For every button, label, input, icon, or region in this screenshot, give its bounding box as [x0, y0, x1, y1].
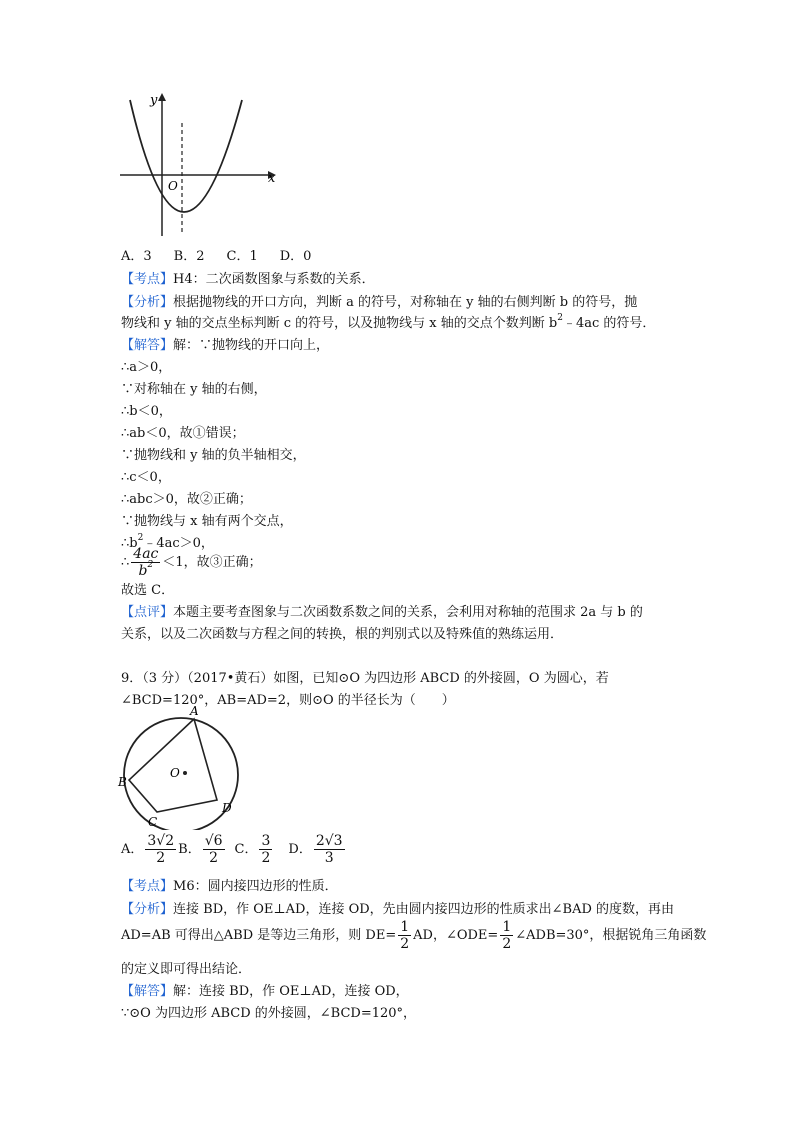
- q9-jieda-line2: ∵⊙O 为四边形 ABCD 的外接圆，∠BCD=120°，: [121, 1006, 417, 1021]
- q8-fenxi-line1: [121, 296, 637, 309]
- q9-kaodian: [121, 880, 338, 893]
- q8-choice-d: D．0: [279, 249, 312, 264]
- fenxi-tag: 【分析】: [121, 295, 174, 310]
- disc-text-b: ﹣4ac＞0，: [143, 536, 214, 551]
- q9-fenxi-line1: [121, 903, 674, 916]
- label-d: D: [222, 801, 232, 815]
- fenxi-sup: 2: [557, 313, 563, 323]
- q9-choices: [121, 834, 347, 865]
- q8-step: ∴abc＞0，故②正确；: [121, 492, 252, 507]
- label-a: A: [190, 704, 199, 718]
- q9-choice-a: A． $\frac{3√2}{2}$: [121, 833, 175, 866]
- q8-step: ∴a＞0，: [121, 360, 172, 375]
- q8-choice-c: C．1: [226, 249, 258, 264]
- q9-fenxi-line2: [121, 920, 706, 951]
- q9-jieda: [121, 985, 409, 998]
- dianping-text: 本题主要考查图象与二次函数系数之间的关系，会利用对称轴的范围求 2a 与 b 的: [173, 605, 643, 620]
- q8-step: ∴c＜0，: [121, 470, 171, 485]
- q9-stem-line2: ∠BCD=120°，AB=AD=2，则⊙O 的半径长为（ ）: [121, 693, 455, 708]
- fenxi-2c: ∠ADB=30°，根据锐角三角函数: [515, 928, 707, 943]
- fraction: [131, 547, 160, 578]
- q9-choice-d: D． $\frac{2√3}{3}$: [288, 833, 343, 866]
- q8-step: ∴b＜0，: [121, 404, 172, 419]
- kaodian-text: H4：二次函数图象与系数的关系．: [173, 272, 375, 287]
- fenxi-tag: 【分析】: [121, 902, 174, 917]
- q8-step: ∵抛物线和 y 轴的负半轴相交，: [121, 448, 306, 463]
- fraction-denominator: $b^2$: [138, 560, 154, 579]
- q9-fenxi-line3: 的定义即可得出结论．: [121, 962, 252, 977]
- center-point: [183, 771, 187, 775]
- jieda-text: 解：连接 BD，作 OE⊥AD，连接 OD，: [173, 984, 409, 999]
- q9-stem-line1: 9．（3 分）（2017•黄石）如图，已知⊙O 为四边形 ABCD 的外接圆，O 为圆心，若: [121, 671, 609, 686]
- chord-bd: [129, 780, 217, 800]
- fenxi-text: 连接 BD，作 OE⊥AD，连接 OD，先由圆内接四边形的性质求出∠BAD 的度数，再由: [173, 902, 675, 917]
- fenxi-text-2b: ﹣4ac 的符号．: [562, 316, 656, 331]
- disc-sup: 2: [137, 533, 144, 543]
- label-o: O: [170, 766, 180, 780]
- dianping-tag: 【点评】: [121, 605, 174, 620]
- q8-step: ∴ab＜0，故①错误；: [121, 426, 245, 441]
- label-c: C: [148, 815, 158, 829]
- q8-fraction-line: [121, 547, 262, 578]
- parabola-graph: [110, 88, 290, 248]
- frac-suffix: ＜1，故③正确；: [162, 555, 262, 570]
- circumcircle: [124, 718, 238, 830]
- y-axis-arrow: [158, 93, 166, 101]
- y-axis-label: y: [150, 93, 158, 108]
- q8-answer: 故选 C．: [121, 583, 175, 598]
- fraction-half-2: $\frac{1}{2}$: [502, 919, 512, 952]
- fenxi-text-2a: 物线和 y 轴的交点坐标判断 c 的符号，以及抛物线与 x 轴的交点个数判断 b: [121, 316, 558, 331]
- q9-choice-b: B． $\frac{√6}{2}$: [178, 833, 223, 866]
- q8-dianping-line1: [121, 606, 643, 619]
- disc-text-a: ∴b: [121, 536, 138, 551]
- q8-choice-a: A．3: [121, 249, 152, 264]
- q8-choice-b: B．2: [173, 249, 205, 264]
- q9-choice-c: C． $\frac{3}{2}$: [234, 833, 271, 866]
- label-b: B: [118, 775, 127, 789]
- origin-label: O: [168, 179, 178, 193]
- parabola-curve: [130, 100, 242, 212]
- jieda-tag: 【解答】: [121, 338, 174, 353]
- fenxi-text: 根据抛物线的开口方向，判断 a 的符号，对称轴在 y 轴的右侧判断 b 的符号，抛: [173, 295, 638, 310]
- kaodian-tag: 【考点】: [121, 272, 174, 287]
- q8-kaodian: [121, 273, 375, 286]
- circle-figure: [110, 700, 260, 830]
- fraction-half: $\frac{1}{2}$: [400, 919, 410, 952]
- fenxi-2b: AD，∠ODE=: [413, 928, 499, 943]
- fenxi-2a: AD=AB 可得出△ABD 是等边三角形，则 DE=: [121, 928, 397, 943]
- q8-choices: [121, 250, 311, 263]
- frac-prefix: ∴: [121, 555, 130, 570]
- kaodian-text: M6：圆内接四边形的性质．: [173, 879, 338, 894]
- jieda-text: 解：∵抛物线的开口向上，: [173, 338, 330, 353]
- fraction-numerator: 4ac: [133, 546, 159, 562]
- q8-jieda: [121, 339, 329, 352]
- q8-step: ∵对称轴在 y 轴的右侧，: [121, 382, 267, 397]
- q8-step: ∵抛物线与 x 轴有两个交点，: [121, 514, 293, 529]
- kaodian-tag: 【考点】: [121, 879, 174, 894]
- q8-dianping-line2: 关系，以及二次函数与方程之间的转换，根的判别式以及特殊值的熟练运用．: [121, 627, 564, 642]
- x-axis-label: x: [268, 171, 276, 186]
- jieda-tag: 【解答】: [121, 984, 174, 999]
- q8-fenxi-line2: [121, 313, 656, 331]
